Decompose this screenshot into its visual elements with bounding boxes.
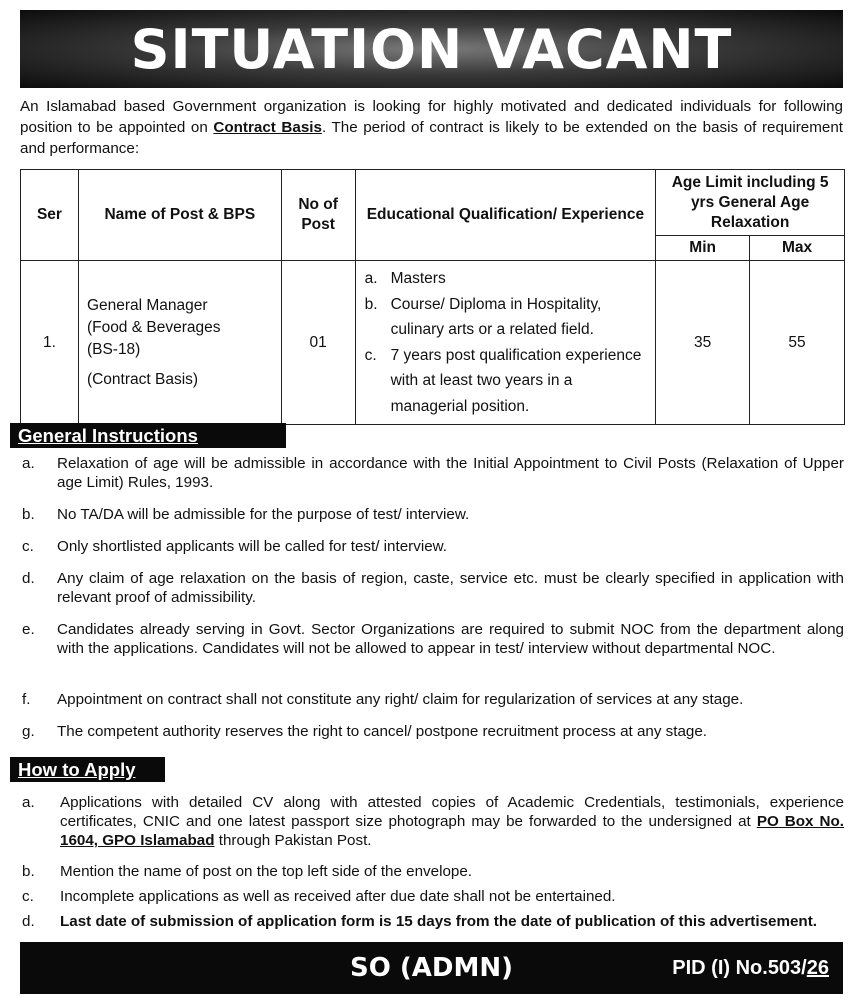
qualification-item xyxy=(365,292,649,343)
pid-prefix: PID (I) No.503/ xyxy=(672,957,807,979)
apply-item xyxy=(22,912,844,931)
qualification-text: Masters xyxy=(390,270,446,287)
footer-bar xyxy=(20,942,843,994)
post-title: General Manager xyxy=(86,296,208,314)
header-max: Max xyxy=(750,236,845,261)
pid-number xyxy=(672,942,829,994)
apply-item xyxy=(22,793,844,850)
instruction-item xyxy=(22,620,844,658)
instruction-marker: a. xyxy=(22,455,35,472)
instruction-text: No TA/DA will be admissible for the purpose of test/ interview. xyxy=(57,506,470,523)
header-qualification: Educational Qualification/ Experience xyxy=(355,170,656,261)
instruction-item xyxy=(22,690,844,709)
apply-address: PO Box No. 1604, GPO Islamabad xyxy=(60,813,844,849)
instruction-item xyxy=(22,454,844,492)
header-min: Min xyxy=(656,236,750,261)
signatory: SO (ADMN) xyxy=(350,953,513,983)
apply-text xyxy=(60,793,844,850)
instruction-text: Only shortlisted applicants will be called for test/ interview. xyxy=(57,538,447,555)
apply-text: Mention the name of post on the top left side of the envelope. xyxy=(60,863,473,880)
intro-text-before: An Islamabad based Government organization is looking for highly motivated and dedicated individuals for following position to be appointed on xyxy=(20,98,843,136)
banner-title: SITUATION VACANT xyxy=(130,17,733,81)
qualification-text: 7 years post qualification experience with at least two years in a managerial position. xyxy=(390,346,642,415)
instruction-text: Relaxation of age will be admissible in accordance with the Initial Appointment to Civil Posts (Relaxation of Upper age Limit) Rules, 1993. xyxy=(57,455,844,491)
row-qualifications xyxy=(355,261,656,425)
intro-paragraph xyxy=(20,96,843,159)
intro-emphasis: Contract Basis xyxy=(213,119,322,136)
apply-marker: c. xyxy=(22,888,34,905)
qualification-marker: b. xyxy=(364,295,378,313)
instruction-text: Candidates already serving in Govt. Sector Organizations are required to submit NOC from the department along with the applications. Candidates will not be allowed to appear in test/ interview without departmental NOC. xyxy=(57,621,844,657)
post-department: (Food & Beverages xyxy=(86,318,221,336)
intro-text-after: . The period of contract is likely to be extended on the basis of requirement and performance: xyxy=(20,119,843,157)
row-max-age: 55 xyxy=(750,261,845,425)
apply-text: Incomplete applications as well as received after due date shall not be entertained. xyxy=(60,888,616,905)
qualification-marker: a. xyxy=(364,270,378,287)
table-row xyxy=(21,261,845,425)
header-age-limit: Age Limit including 5 yrs General Age Relaxation xyxy=(656,170,845,236)
pid-suffix: 26 xyxy=(806,957,829,979)
instruction-marker: c. xyxy=(22,538,34,555)
apply-item xyxy=(22,887,844,906)
instruction-marker: g. xyxy=(22,723,35,740)
apply-marker: d. xyxy=(22,913,35,930)
row-post xyxy=(78,261,281,425)
apply-marker: b. xyxy=(22,863,35,880)
instruction-text: Appointment on contract shall not constitute any right/ claim for regularization of services at any stage. xyxy=(57,691,744,708)
qualification-marker: c. xyxy=(364,346,377,364)
header-post: Name of Post & BPS xyxy=(78,170,281,261)
instruction-item xyxy=(22,537,844,556)
instruction-marker: b. xyxy=(22,506,35,523)
instruction-marker: f. xyxy=(22,691,31,708)
instruction-text: Any claim of age relaxation on the basis of region, caste, service etc. must be clearly specified in application with relevant proof of admissibility. xyxy=(57,570,844,606)
apply-text-before: Applications with detailed CV along with attested copies of Academic Credentials, testimonials, experience certificates, CNIC and one latest passport size photograph may be forwarded to the undersigned at xyxy=(60,794,844,830)
how-to-apply-title: How to Apply xyxy=(18,759,136,780)
qualification-text: Course/ Diploma in Hospitality, culinary arts or a related field. xyxy=(390,295,602,338)
qualification-item xyxy=(365,266,649,292)
instruction-item xyxy=(22,722,844,741)
row-no-of-post: 01 xyxy=(281,261,355,425)
how-to-apply-heading xyxy=(10,757,165,782)
instruction-item xyxy=(22,505,844,524)
posts-table xyxy=(20,169,845,425)
apply-marker: a. xyxy=(22,794,35,811)
general-instructions-heading xyxy=(10,423,286,448)
post-basis: (Contract Basis) xyxy=(86,370,199,388)
header-no-of-post: No of Post xyxy=(281,170,355,261)
instruction-item xyxy=(22,569,844,607)
qualification-item xyxy=(365,343,649,420)
post-bps: (BS-18) xyxy=(86,340,141,358)
banner xyxy=(20,10,843,88)
instruction-text: The competent authority reserves the right to cancel/ postpone recruitment process at any stage. xyxy=(57,723,708,740)
apply-item xyxy=(22,862,844,881)
instruction-marker: e. xyxy=(22,621,35,638)
apply-text: Last date of submission of application form is 15 days from the date of publication of this advertisement. xyxy=(60,913,817,930)
row-min-age: 35 xyxy=(656,261,750,425)
row-ser: 1. xyxy=(21,261,79,425)
instruction-marker: d. xyxy=(22,570,35,587)
apply-text-after: through Pakistan Post. xyxy=(214,832,372,849)
header-ser: Ser xyxy=(21,170,79,261)
general-instructions-title: General Instructions xyxy=(18,425,198,446)
